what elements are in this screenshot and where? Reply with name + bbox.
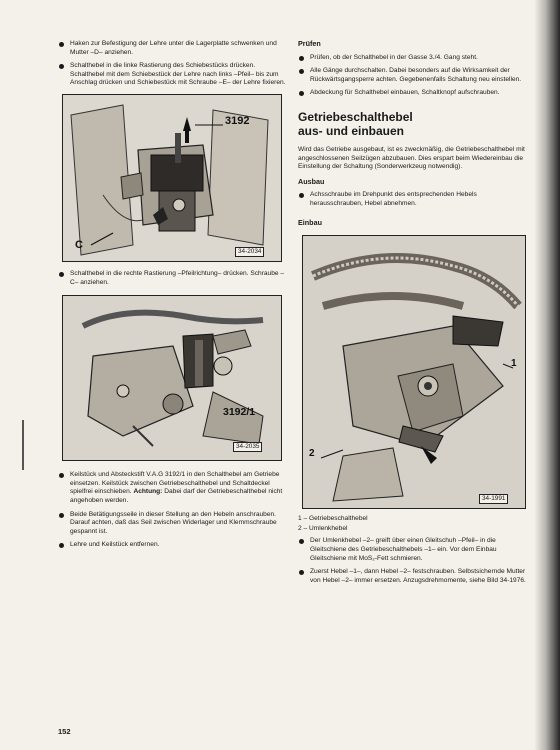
bullet-dot — [59, 543, 64, 548]
bullet-dot — [299, 91, 304, 96]
bullet-dot — [299, 56, 304, 61]
section-title-line1: Getriebeschalthebel — [298, 109, 413, 124]
bullet-dot — [299, 69, 304, 74]
shift-levers-illustration — [303, 236, 525, 508]
section-title-line2: aus- und einbauen — [298, 123, 405, 138]
bullet-dot — [59, 272, 64, 277]
bullet-text: Alle Gänge durchschalten. Dabei besonders auf die Wirksamkeit der Rückwärtsgangsperre achten. Gegebenenfalls Schaltung neu einstellen. — [310, 67, 522, 83]
bullet-dot — [59, 513, 64, 518]
bullet-text — [70, 471, 286, 505]
bullet-dot — [59, 64, 64, 69]
page-number: 152 — [58, 727, 71, 736]
bullet-remove-gauge — [58, 541, 286, 550]
bullet-text: Zuerst Hebel –1–, dann Hebel –2– festschrauben. Selbstsichernde Mutter von Hebel –2– immer ersetzen. Anzugsdrehmomente, siehe Bild 34-1976. — [310, 568, 526, 584]
bullet-check-gate — [298, 54, 528, 63]
intro-paragraph: Wird das Getriebe ausgebaut, ist es zweckmäßig, die Getriebeschalthebel mit angeschlossenen Seilzügen abzubauen. Dies erspart beim Wiedereinbau die Einstellung der Schaltung (Sonderwerkzeug notwendig). — [298, 145, 525, 171]
bullet-cover — [298, 89, 528, 98]
tool-label-3192: 3192 — [225, 114, 250, 127]
bullet-shift-right — [58, 270, 286, 287]
book-spine-shadow — [534, 0, 560, 750]
bullet-text: Schalthebel in die linke Rastierung des Schiebestücks drücken. Schalthebel mit dem Schiebestück der Lehre nach links –Pfeil– bis zum Anschlag drücken und Schiebestück mit Schraube –E– der Lehre fixieren. — [70, 62, 286, 87]
figure-34-1991 — [302, 235, 526, 509]
wedge-pin-illustration — [63, 296, 281, 460]
warning-label: Achtung: — [133, 488, 163, 496]
left-column — [58, 40, 286, 555]
bullet-text: Schalthebel in die rechte Rastierung –Pfeilrichtung– drücken. Schraube –C– anziehen. — [70, 269, 285, 286]
section-title — [298, 110, 528, 138]
bullet-dot — [59, 473, 64, 478]
bullet-text: Beide Betätigungsseile in dieser Stellung an den Hebeln anschrauben. Darauf achten, daß das Seil zwischen Widerlager und Klemmschraube gespannt ist. — [70, 510, 277, 535]
bullet-dot — [299, 193, 304, 198]
figure-code: 34-2035 — [233, 442, 262, 452]
legend-item: 2 – Umlenkhebel — [298, 524, 348, 532]
warning-text: Dabei darf der Getriebeschalthebel nicht angehoben werden. — [70, 488, 283, 504]
bullet-tighten — [298, 568, 528, 585]
legend-item: 1 – Getriebeschalthebel — [298, 515, 368, 523]
bullet-ausbau — [298, 191, 528, 208]
callout-2: 2 — [309, 448, 315, 460]
bullet-wedge — [58, 471, 286, 505]
bullet-text: Haken zur Befestigung der Lehre unter die Lagerplatte schwenken und Mutter –D– anziehen. — [70, 40, 277, 56]
bullet-cycle-gears — [298, 67, 528, 84]
figure-code: 34-1991 — [479, 494, 508, 504]
callout-1: 1 — [511, 358, 517, 370]
screw-label-c: C — [75, 238, 83, 251]
margin-mark — [22, 420, 24, 470]
tool-label-3192-1: 3192/1 — [223, 406, 256, 419]
right-column — [298, 40, 528, 590]
einbau-heading: Einbau — [298, 217, 322, 227]
figure-legend — [298, 515, 528, 533]
bullet-dot — [299, 570, 304, 575]
bullet-text: Der Umlenkhebel –2– greift über einen Gleitschuh –Pfeil– in die Gleitschiene des Getriebeschalthebels –1– ein. Vor dem Einbau Gleitschiene mit MoS₂-Fett schmieren. — [310, 537, 497, 562]
bullet-cables — [58, 511, 286, 537]
bullet-shift-left — [58, 62, 286, 88]
pruefen-heading: Prüfen — [298, 39, 321, 48]
bullet-text: Achsschraube im Drehpunkt des entsprechenden Hebels herausschrauben, Hebel abnehmen. — [310, 191, 477, 207]
bullet-text: Prüfen, ob der Schalthebel in der Gasse 3./4. Gang steht. — [310, 53, 478, 61]
bullet-hook — [58, 40, 286, 57]
bullet-slide-shoe — [298, 537, 528, 563]
bullet-dot — [299, 539, 304, 544]
bullet-text: Abdeckung für Schalthebel einbauen, Schaltknopf aufschrauben. — [310, 89, 500, 97]
figure-34-2035 — [62, 295, 282, 461]
bullet-text: Lehre und Keilstück entfernen. — [70, 541, 160, 549]
wedge-text: Keilstück und Absteckstift V.A.G 3192/1 in den Schalthebel am Getriebe einsetzen. Keilstück zwischen Getriebeschalthebel und Schaltdeckel spielfrei einschieben. — [70, 471, 280, 496]
ausbau-heading: Ausbau — [298, 176, 325, 186]
bullet-dot — [59, 42, 64, 47]
figure-code: 34-2034 — [235, 247, 264, 257]
figure-34-2034 — [62, 94, 282, 262]
